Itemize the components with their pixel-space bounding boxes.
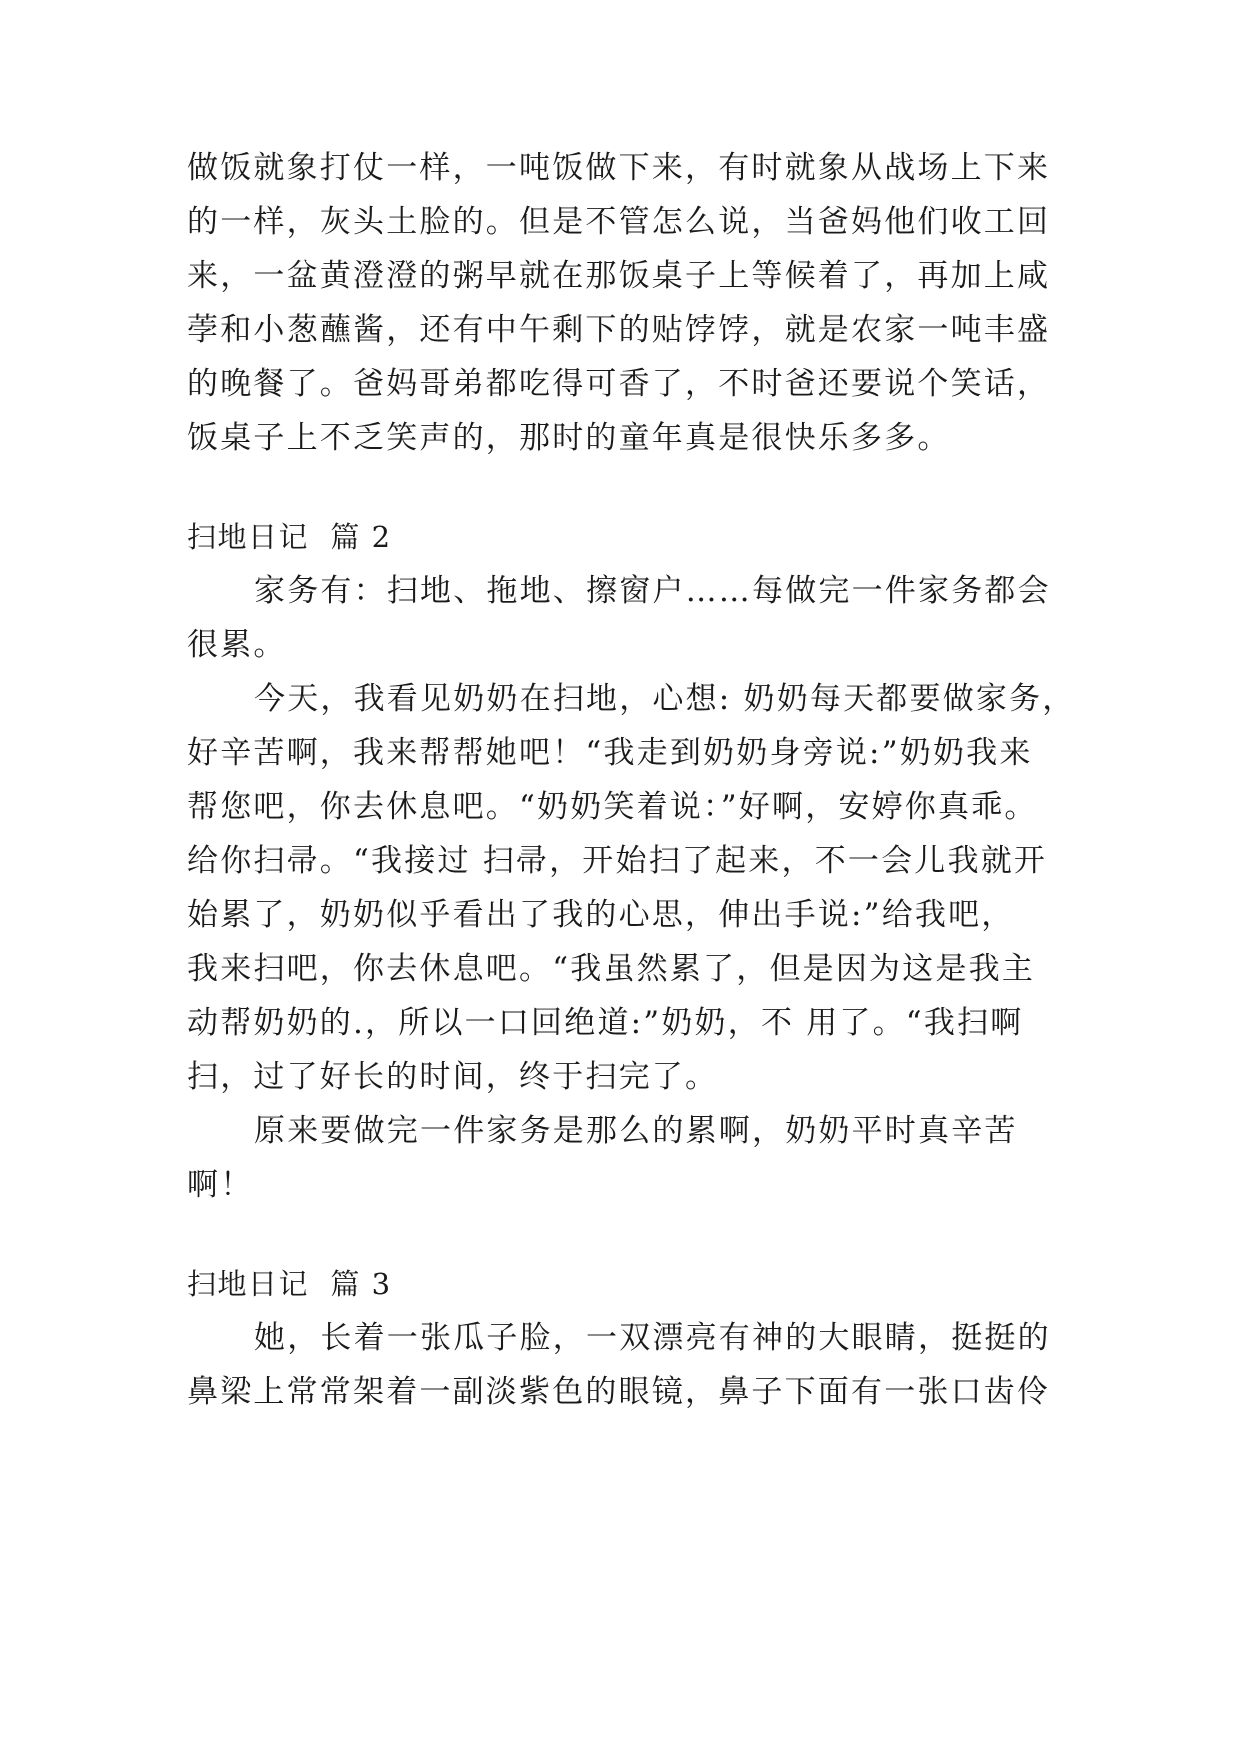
paragraph-line: 扫，过了好长的时间，终于扫完了。: [187, 1059, 719, 1095]
section-heading-3: 扫地日记 篇 3: [187, 1267, 392, 1301]
paragraph-line: 今天，我看见奶奶在扫地，心想: 奶奶每天都要做家务，: [254, 681, 1076, 717]
paragraph-line: 鼻梁上常常架着一副淡紫色的眼镜，鼻子下面有一张口齿伶: [187, 1374, 1051, 1410]
paragraph-line: 帮您吧，你去休息吧。“奶奶笑着说：”好啊，安婷你真乖。: [187, 789, 1038, 825]
paragraph-line: 原来要做完一件家务是那么的累啊，奶奶平时真辛苦: [254, 1113, 1018, 1149]
paragraph-line: 啊！: [187, 1167, 254, 1203]
paragraph-line: 家务有：扫地、拖地、擦窗户……每做完一件家务都会: [254, 573, 1051, 609]
paragraph-line: 荸和小葱蘸酱，还有中午剩下的贴饽饽，就是农家一吨丰盛: [187, 312, 1051, 348]
paragraph-line: 动帮奶奶的.，所以一口回绝道:”奶奶，不 用了。“我扫啊: [187, 1005, 1024, 1041]
paragraph-line: 我来扫吧，你去休息吧。“我虽然累了，但是因为这是我主: [187, 951, 1036, 987]
paragraph-line: 始累了，奶奶似乎看出了我的心思，伸出手说:”给我吧，: [187, 897, 1015, 933]
paragraph-line: 的一样，灰头土脸的。但是不管怎么说，当爸妈他们收工回: [187, 204, 1051, 240]
paragraph-line: 的晚餐了。爸妈哥弟都吃得可香了，不时爸还要说个笑话，: [187, 366, 1051, 402]
paragraph-line: 给你扫帚。“我接过 扫帚，开始扫了起来，不一会儿我就开: [187, 843, 1048, 879]
paragraph-line: 做饭就象打仗一样，一吨饭做下来，有时就象从战场上下来: [187, 150, 1051, 186]
paragraph-line: 她，长着一张瓜子脸，一双漂亮有神的大眼睛，挺挺的: [254, 1320, 1051, 1356]
paragraph-line: 饭桌子上不乏笑声的，那时的童年真是很快乐多多。: [187, 420, 951, 456]
paragraph-line: 好辛苦啊，我来帮帮她吧！“我走到奶奶身旁说:”奶奶我来: [187, 735, 1033, 771]
section-heading-2: 扫地日记 篇 2: [187, 520, 392, 554]
paragraph-line: 来，一盆黄澄澄的粥早就在那饭桌子上等候着了，再加上咸: [187, 258, 1051, 294]
paragraph-line: 很累。: [187, 627, 287, 663]
